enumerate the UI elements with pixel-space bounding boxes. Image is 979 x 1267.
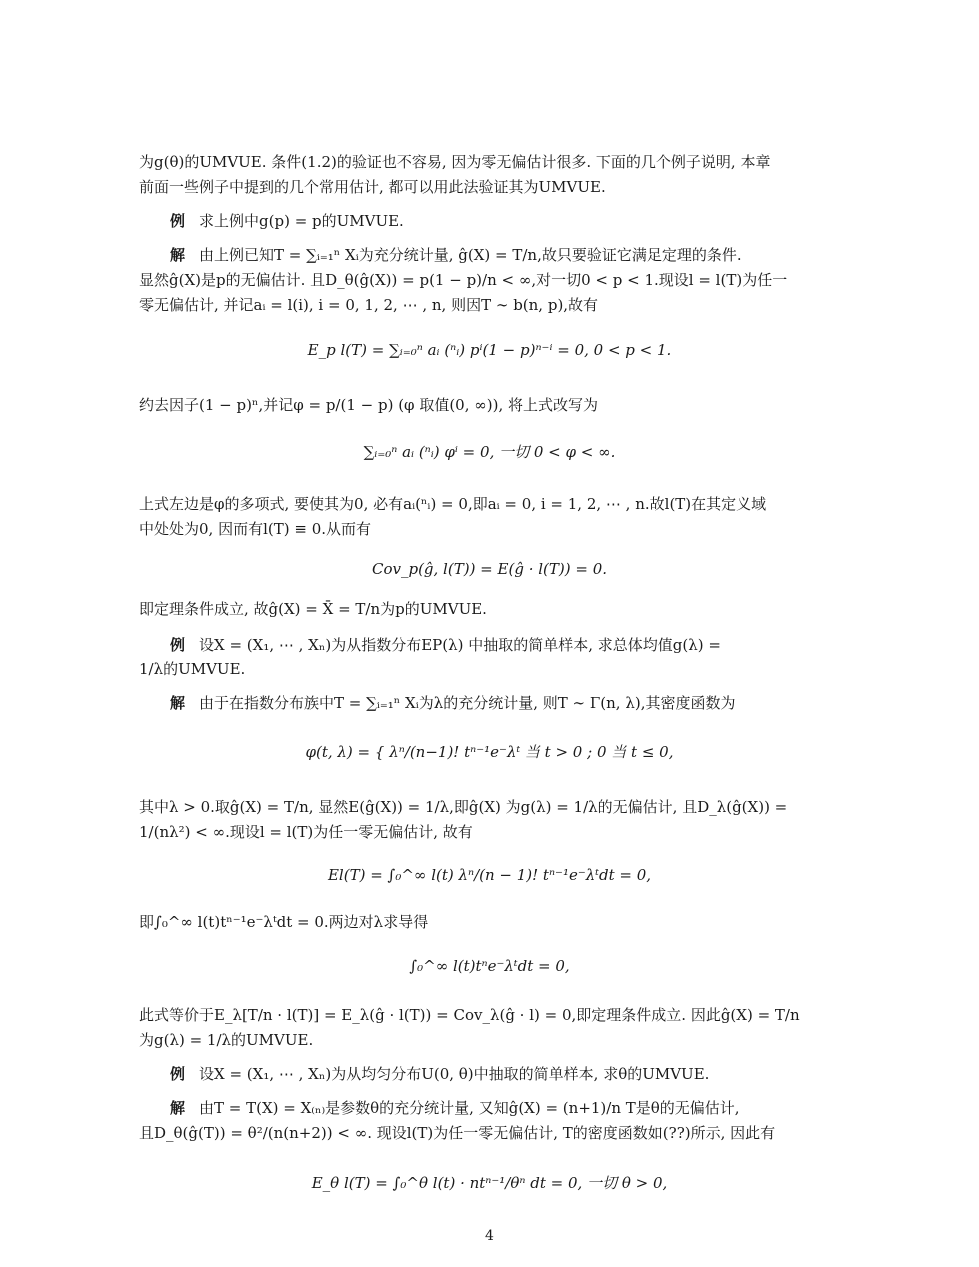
paragraph-line: 1/(nλ²) < ∞.现设l = l(T)为任一零无偏估计, 故有 (139, 823, 473, 841)
solution-text: 由上例已知T = ∑ᵢ₌₁ⁿ Xᵢ为充分统计量, ĝ(X) = T/n,故只要验证它满足定理的条件. (199, 246, 742, 264)
paragraph-line: 为g(θ)的UMVUE. 条件(1.2)的验证也不容易, 因为零无偏估计很多. 下面的几个例子说明, 本章 (139, 153, 771, 171)
solution-label: 解 (170, 246, 186, 264)
paragraph-line: 即∫₀^∞ l(t)tⁿ⁻¹e⁻λᵗdt = 0.两边对λ求导得 (139, 913, 429, 931)
paragraph-line: 约去因子(1 − p)ⁿ,并记φ = p/(1 − p) (φ 取值(0, ∞)), 将上式改写为 (139, 396, 598, 414)
paragraph-line: 为g(λ) = 1/λ的UMVUE. (139, 1031, 314, 1049)
example-line (170, 209, 801, 234)
equation-4: φ(t, λ) = { λⁿ/(n−1)! tⁿ⁻¹e⁻λᵗ 当 t > 0 ; 0 当 t ≤ 0, (305, 743, 674, 761)
equation-3: Cov_p(ĝ, l(T)) = E(ĝ · l(T)) = 0. (371, 560, 608, 578)
example-line (170, 633, 801, 658)
equation-2: ∑ᵢ₌₀ⁿ aᵢ (ⁿᵢ) φⁱ = 0, 一切 0 < φ < ∞. (363, 443, 616, 461)
solution-text: 由T = T(X) = X₍ₙ₎是参数θ的充分统计量, 又知ĝ(X) = (n+1)/n T是θ的无偏估计, (199, 1099, 740, 1117)
paragraph-line: 中处处为0, 因而有l(T) ≡ 0.从而有 (139, 520, 372, 538)
solution-line (170, 1096, 801, 1121)
example-label: 例 (170, 1065, 186, 1083)
paragraph-line: 且D_θ(ĝ(T)) = θ²/(n(n+2)) < ∞. 现设l(T)为任一零无偏估计, T的密度函数如(??)所示, 因此有 (139, 1124, 776, 1142)
paragraph-line: 前面一些例子中提到的几个常用估计, 都可以用此法验证其为UMVUE. (139, 178, 606, 196)
paragraph-line: 1/λ的UMVUE. (139, 660, 246, 678)
example-label: 例 (170, 212, 186, 230)
solution-label: 解 (170, 1099, 186, 1117)
example-text: 设X = (X₁, ⋯ , Xₙ)为从均匀分布U(0, θ)中抽取的简单样本, 求θ的UMVUE. (199, 1065, 710, 1083)
solution-text: 由于在指数分布族中T = ∑ᵢ₌₁ⁿ Xᵢ为λ的充分统计量, 则T ∼ Γ(n, λ),其密度函数为 (199, 694, 736, 712)
example-text: 求上例中g(p) = p的UMVUE. (199, 212, 404, 230)
solution-label: 解 (170, 694, 186, 712)
example-line (170, 1062, 801, 1087)
example-text: 设X = (X₁, ⋯ , Xₙ)为从指数分布EP(λ) 中抽取的简单样本, 求总体均值g(λ) = (199, 636, 721, 654)
paragraph-line: 零无偏估计, 并记aᵢ = l(i), i = 0, 1, 2, ⋯ , n, 则因T ∼ b(n, p),故有 (139, 296, 599, 314)
equation-1: E_p l(T) = ∑ᵢ₌₀ⁿ aᵢ (ⁿᵢ) pⁱ(1 − p)ⁿ⁻ⁱ = 0, 0 < p < 1. (307, 341, 672, 359)
solution-line (170, 243, 801, 268)
paragraph-line: 此式等价于E_λ[T/n · l(T)] = E_λ(ĝ · l(T)) = Cov_λ(ĝ · l) = 0,即定理条件成立. 因此ĝ(X) = T/n (139, 1006, 800, 1024)
equation-7: E_θ l(T) = ∫₀^θ l(t) · ntⁿ⁻¹/θⁿ dt = 0, 一切 θ > 0, (311, 1174, 668, 1192)
paragraph-line: 其中λ > 0.取ĝ(X) = T/n, 显然E(ĝ(X)) = 1/λ,即ĝ(X) 为g(λ) = 1/λ的无偏估计, 且D_λ(ĝ(X)) = (139, 798, 788, 816)
equation-5: El(T) = ∫₀^∞ l(t) λⁿ/(n − 1)! tⁿ⁻¹e⁻λᵗdt = 0, (327, 866, 652, 884)
paragraph-line: 上式左边是φ的多项式, 要使其为0, 必有aᵢ(ⁿᵢ) = 0,即aᵢ = 0, i = 1, 2, ⋯ , n.故l(T)在其定义域 (139, 495, 767, 513)
example-label: 例 (170, 636, 186, 654)
equation-6: ∫₀^∞ l(t)tⁿe⁻λᵗdt = 0, (409, 957, 570, 975)
solution-line (170, 691, 801, 716)
paragraph-line: 即定理条件成立, 故ĝ(X) = X̄ = T/n为p的UMVUE. (139, 600, 487, 618)
paragraph-line: 显然ĝ(X)是p的无偏估计. 且D_θ(ĝ(X)) = p(1 − p)/n < ∞,对一切0 < p < 1.现设l = l(T)为任一 (139, 271, 788, 289)
page-number: 4 (485, 1228, 494, 1244)
